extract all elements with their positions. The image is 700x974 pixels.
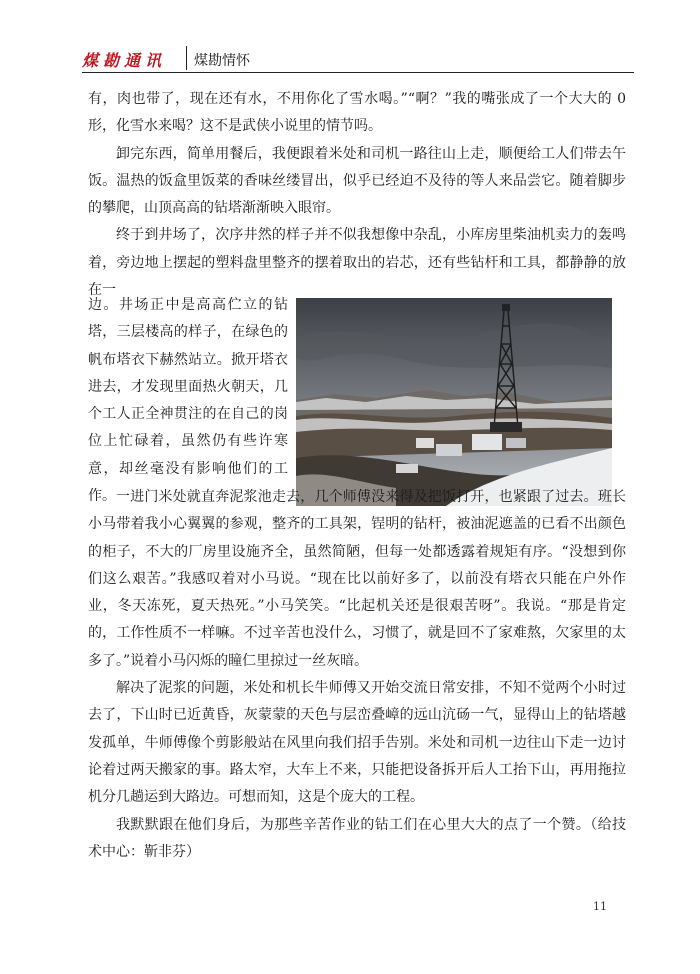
section-title: 煤勘情怀 bbox=[194, 53, 250, 69]
header-separator bbox=[186, 46, 187, 70]
drilling-rig-photo bbox=[296, 298, 612, 506]
paragraph: 终于到井场了，次序井然的样子并不似我想像中杂乱，小库房里柴油机卖力的轰鸣着，旁边地上摆起的塑料盘里整齐的摆着取出的岩芯，还有些钻杆和工具，都静静的放在一 bbox=[88, 227, 626, 299]
header-rule bbox=[82, 72, 634, 73]
journal-brand: 煤勘通讯 bbox=[82, 51, 167, 70]
paragraph: 边。井场正中是高高伫立的钻塔，三层楼高的样子，在绿色的帆布塔衣下赫然站立。掀开塔衣进去，才发现里面热火朝天，几个工人正全神贯注的在自己的岗位上忙碌着，虽然仍有些许寒意，却丝毫没有影响他们的工作。 bbox=[88, 297, 288, 505]
article-side-block bbox=[88, 292, 288, 510]
article-top-block bbox=[88, 86, 626, 304]
drilling-rig-illustration bbox=[296, 298, 612, 506]
page-number: 11 bbox=[593, 900, 607, 913]
page-header bbox=[82, 44, 634, 74]
paragraph: 有，肉也带了，现在还有水，不用你化了雪水喝。”“啊？”我的嘴张成了一个大大的 0 形，化雪水来喝？这不是武侠小说里的情节吗。 bbox=[88, 91, 626, 135]
article-bottom-block bbox=[88, 484, 626, 866]
paragraph: 卸完东西，简单用餐后，我便跟着米处和司机一路往山上走，顺便给工人们带去午饭。温热的饭盒里饭菜的香味丝缕冒出，似乎已经迫不及待的等人来品尝它。随着脚步的攀爬，山顶高高的钻塔渐渐映入眼帘。 bbox=[88, 145, 626, 217]
paragraph: 解决了泥浆的问题，米处和机长牛师傅又开始交流日常安排，不知不觉两个小时过去了，下山时已近黄昏，灰蒙蒙的天色与层峦叠嶂的远山沆砀一气，显得山上的钻塔越发孤单，牛师傅像个剪影般站在风里向我们招手告别。米处和司机一边往山下走一边讨论着过两天搬家的事。路太窄，大车上不来，只能把设备拆开后人工抬下山，再用拖拉机分几趟运到大路边。可想而知，这是个庞大的工程。 bbox=[88, 680, 626, 806]
paragraph: 一进门米处就直奔泥浆池走去，几个师傅没来得及把饭打开，也紧跟了过去。班长小马带着我小心翼翼的参观，整齐的工具架，锃明的钻杆，被油泥遮盖的已看不出颜色的柜子，不大的厂房里设施齐全，虽然简陋，但每一处都透露着规矩有序。“没想到你们这么艰苦。”我感叹着对小马说。“现在比以前好多了，以前没有塔衣只能在户外作业，冬天冻死，夏天热死。”小马笑笑。“比起机关还是很艰苦呀”。我说。“那是肯定的，工作性质不一样嘛。不过辛苦也没什么，习惯了，就是回不了家难熬，欠家里的太多了。”说着小马闪烁的瞳仁里掠过一丝灰暗。 bbox=[88, 489, 626, 669]
paragraph: 我默默跟在他们身后，为那些辛苦作业的钻工们在心里大大的点了一个赞。（给技术中心：靳非芬） bbox=[88, 816, 626, 860]
